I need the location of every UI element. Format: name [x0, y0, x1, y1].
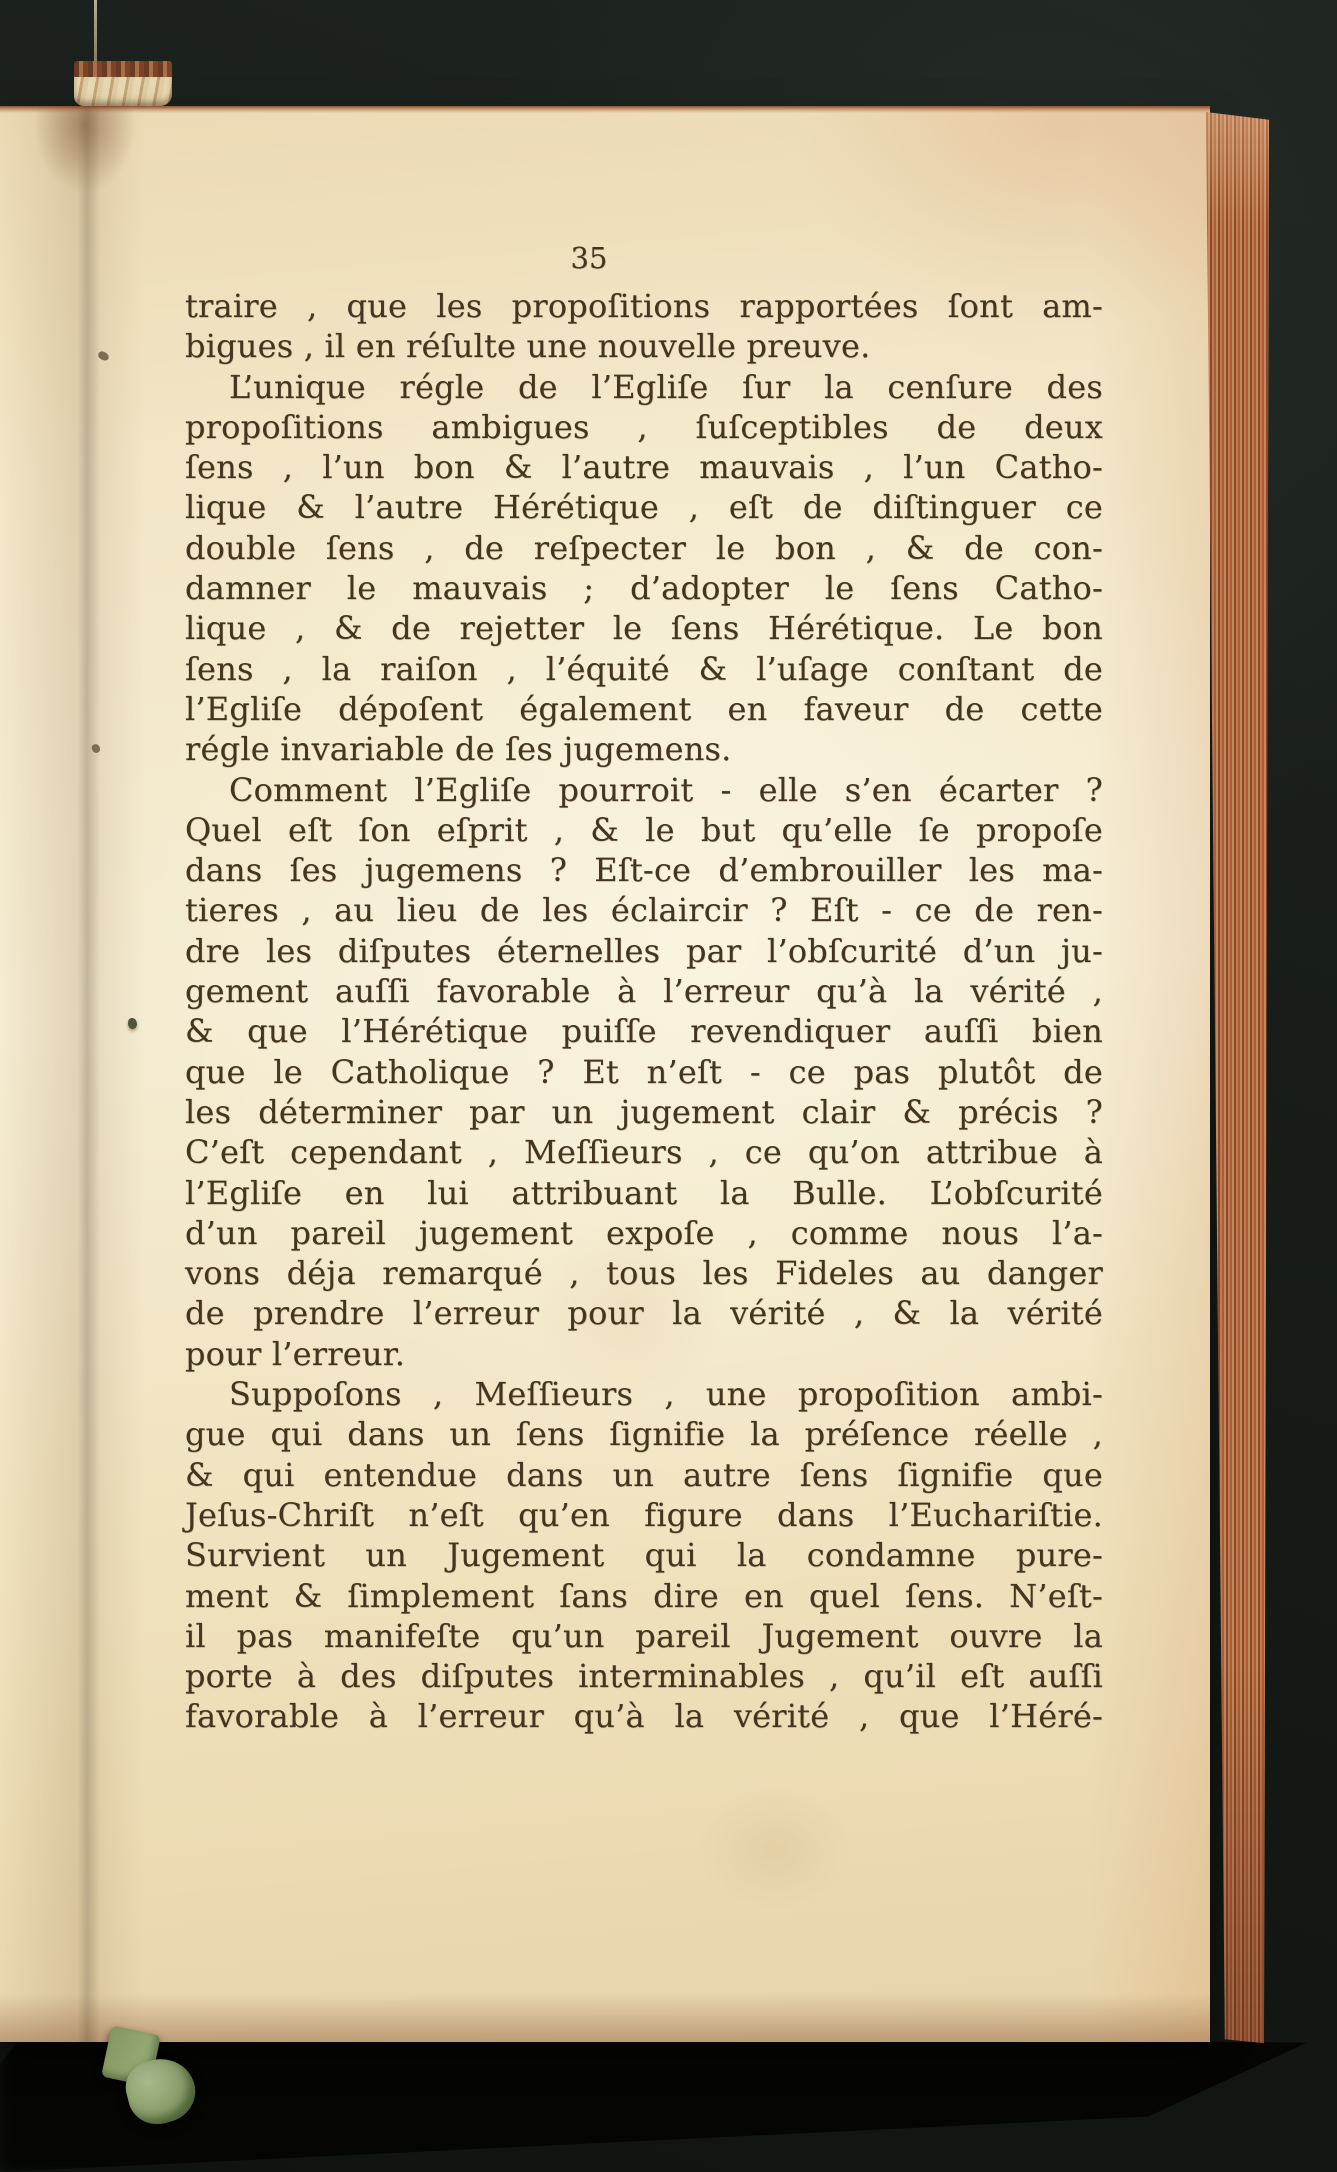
text-line: lique & l’autre Hérétique , eſt de diſtinguer ce [185, 488, 1103, 527]
text-line: Quel eſt ſon eſprit , & le but qu’elle ſe propoſe [185, 810, 1103, 849]
text-line: régle invariable de ſes jugemens. [185, 730, 732, 769]
text-line: ment & ſimplement ſans dire en quel ſens. N’eſt- [185, 1576, 1103, 1615]
endband-braid [74, 77, 172, 106]
text-line: de prendre l’erreur pour la vérité , & la vérité [185, 1294, 1103, 1333]
text-line: & que l’Hérétique puiſſe revendiquer auſſi bien [185, 1012, 1103, 1051]
text-line: damner le mauvais ; d’adopter le ſens Catho- [185, 569, 1103, 608]
text-line: que le Catholique ? Et n’eſt - ce pas plutôt de [185, 1052, 1103, 1091]
text-line: l’Egliſe dépoſent également en faveur de cette [185, 689, 1103, 728]
text-block [185, 238, 1103, 1737]
book-page [0, 106, 1210, 2042]
text-line: traire , que les propoſitions rapportées ſont am- [185, 287, 1103, 325]
text-line: il pas manifeſte qu’un pareil Jugement ouvre la [185, 1616, 1103, 1655]
text-line: ſens , la raiſon , l’équité & l’uſage conſtant de [185, 649, 1103, 688]
text-line: tieres , au lieu de les éclaircir ? Eſt - ce de ren- [185, 891, 1103, 930]
paper-speck [91, 743, 101, 754]
text-line: L’unique régle de l’Egliſe ſur la cenſure des [229, 367, 1103, 406]
paper-speck [128, 1018, 137, 1029]
endband-thread [94, 0, 97, 66]
text-line: C’eſt cependant , Meſſieurs , ce qu’on attribue à [185, 1133, 1103, 1172]
text-line: gement auſſi favorable à l’erreur qu’à la vérité , [185, 972, 1103, 1011]
text-line: favorable à l’erreur qu’à la vérité , que l’Héré- [185, 1697, 1103, 1736]
endband [74, 61, 172, 106]
page-number: 35 [570, 241, 608, 275]
text-line: dre les diſputes éternelles par l’obſcurité d’un ju- [185, 931, 1103, 970]
fore-edge [1206, 112, 1269, 2045]
text-line: vons déja remarqué , tous les Fideles au danger [185, 1254, 1103, 1293]
text-line: dans ſes jugemens ? Eſt-ce d’embrouiller les ma- [185, 851, 1103, 890]
endband-red-stripe [74, 61, 172, 77]
text-line: propoſitions ambigues , ſuſceptibles de deux [185, 407, 1103, 446]
text-line: ſens , l’un bon & l’autre mauvais , l’un Catho- [185, 448, 1103, 487]
page-text [185, 286, 1103, 1737]
text-line: Comment l’Egliſe pourroit - elle s’en écarter ? [229, 770, 1103, 809]
text-line: double ſens , de reſpecter le bon , & de con- [185, 528, 1103, 567]
text-line: lique , & de rejetter le ſens Hérétique. Le bon [185, 609, 1103, 648]
text-line: Suppoſons , Meſſieurs , une propoſition ambi- [229, 1375, 1103, 1414]
text-line: porte à des diſputes interminables , qu’il eſt auſſi [185, 1657, 1103, 1696]
text-line: l’Egliſe en lui attribuant la Bulle. L’obſcurité [185, 1173, 1103, 1212]
text-line: bigues , il en réſulte une nouvelle preuve. [185, 327, 871, 366]
text-line: d’un pareil jugement expoſe , comme nous l’a- [185, 1213, 1103, 1252]
text-line: gue qui dans un ſens ſignifie la préſence réelle , [185, 1415, 1103, 1454]
paper-speck [97, 350, 110, 362]
text-line: les déterminer par un jugement clair & précis ? [185, 1092, 1103, 1131]
text-line: pour l’erreur. [185, 1334, 406, 1373]
text-line: & qui entendue dans un autre ſens ſignifie que [185, 1455, 1103, 1494]
ribbon-bookmark [100, 2034, 212, 2130]
text-line: Survient un Jugement qui la condamne pure- [185, 1536, 1103, 1575]
page-top-edge [0, 106, 1210, 113]
text-line: Jeſus-Chriſt n’eſt qu’en figure dans l’Euchariſtie. [185, 1495, 1103, 1534]
